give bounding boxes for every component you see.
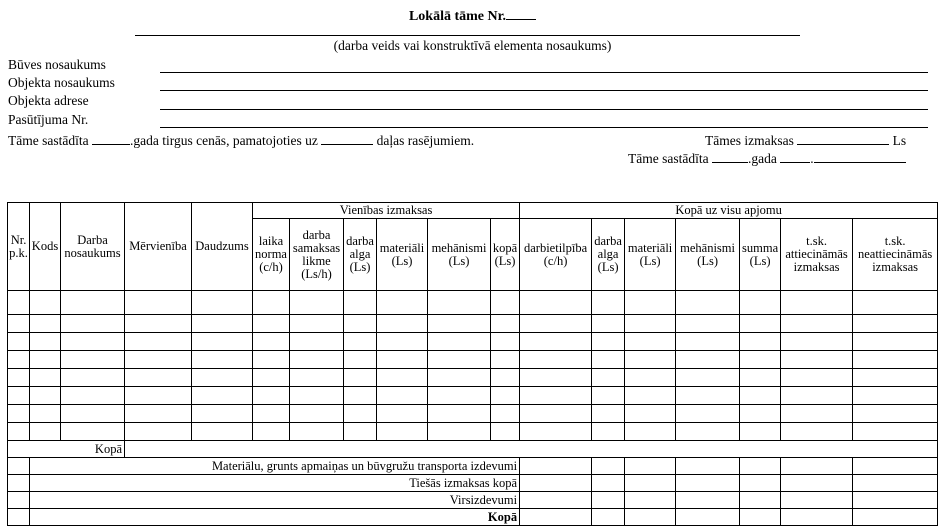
direct-att[interactable]	[781, 475, 853, 492]
table-cell[interactable]	[61, 315, 125, 333]
kopa-row-value[interactable]	[125, 441, 938, 458]
table-cell[interactable]	[428, 405, 491, 423]
date-label: Tāme sastādīta	[628, 151, 709, 166]
table-cell[interactable]	[491, 405, 520, 423]
col-daudzums: Daudzums	[192, 203, 253, 291]
section-blank[interactable]	[321, 132, 373, 145]
table-cell[interactable]	[625, 351, 676, 369]
table-cell[interactable]	[30, 387, 61, 405]
grand-total-row-label: Kopā	[30, 509, 520, 526]
table-cell[interactable]	[290, 405, 344, 423]
col-samaksas-likme: darba samaksas likme (Ls/h)	[290, 219, 344, 291]
table-cell[interactable]	[290, 351, 344, 369]
table-cell[interactable]	[30, 405, 61, 423]
table-cell[interactable]	[290, 333, 344, 351]
table-cell[interactable]	[61, 369, 125, 387]
total-alga[interactable]	[592, 509, 625, 526]
col-summa: summa (Ls)	[740, 219, 781, 291]
table-cell[interactable]	[491, 315, 520, 333]
direct-meh[interactable]	[676, 475, 740, 492]
table-cell[interactable]	[253, 291, 290, 315]
table-cell[interactable]	[520, 315, 592, 333]
table-cell[interactable]	[592, 405, 625, 423]
building-name-label: Būves nosaukums	[8, 57, 106, 72]
table-cell[interactable]	[377, 387, 428, 405]
table-cell[interactable]	[625, 315, 676, 333]
table-cell[interactable]	[625, 423, 676, 441]
table-cell[interactable]	[520, 369, 592, 387]
table-cell[interactable]	[8, 423, 30, 441]
object-name-label: Objekta nosaukums	[8, 75, 115, 90]
table-cell[interactable]	[592, 423, 625, 441]
table-cell[interactable]	[491, 351, 520, 369]
date-day-blank[interactable]	[780, 150, 810, 163]
col-neattiecinamas: t.sk. neattiecināmās izmaksas	[853, 219, 938, 291]
table-cell[interactable]	[428, 387, 491, 405]
table-cell[interactable]	[592, 387, 625, 405]
table-cell[interactable]	[781, 387, 853, 405]
table-cell[interactable]	[740, 423, 781, 441]
table-cell[interactable]	[520, 387, 592, 405]
cost-blank[interactable]	[797, 132, 889, 145]
table-cell[interactable]	[30, 291, 61, 315]
table-cell[interactable]	[377, 351, 428, 369]
building-name-line[interactable]	[160, 72, 928, 73]
kopa-row-label: Kopā	[8, 441, 125, 458]
table-cell[interactable]	[192, 405, 253, 423]
table-cell[interactable]	[781, 333, 853, 351]
date-dot: .	[810, 151, 814, 166]
table-cell[interactable]	[625, 333, 676, 351]
table-cell[interactable]	[676, 369, 740, 387]
table-cell[interactable]	[676, 387, 740, 405]
direct-mat[interactable]	[625, 475, 676, 492]
compiled-date-line	[628, 150, 906, 167]
table-cell[interactable]	[676, 423, 740, 441]
table-row	[8, 387, 938, 405]
table-cell[interactable]	[520, 291, 592, 315]
work-type-caption: (darba veids vai konstruktīvā elementa nosaukums)	[333, 38, 612, 53]
table-cell[interactable]	[344, 423, 377, 441]
date-year-text: .gada	[747, 151, 777, 166]
col-kopa: kopā (Ls)	[491, 219, 520, 291]
col-darba-alga-total: darba alga (Ls)	[592, 219, 625, 291]
table-cell[interactable]	[676, 291, 740, 315]
table-cell[interactable]	[428, 351, 491, 369]
table-cell[interactable]	[781, 405, 853, 423]
group-unit-costs: Vienības izmaksas	[253, 203, 520, 219]
table-cell[interactable]	[8, 315, 30, 333]
object-address-line[interactable]	[160, 109, 928, 110]
table-cell[interactable]	[428, 291, 491, 315]
table-cell[interactable]	[253, 387, 290, 405]
table-cell[interactable]	[377, 333, 428, 351]
total-att[interactable]	[781, 509, 853, 526]
table-cell[interactable]	[520, 351, 592, 369]
total-neatt[interactable]	[853, 509, 938, 526]
table-cell[interactable]	[253, 423, 290, 441]
table-cell[interactable]	[61, 291, 125, 315]
table-cell[interactable]	[520, 405, 592, 423]
table-cell[interactable]	[853, 291, 938, 315]
table-cell[interactable]	[125, 405, 192, 423]
table-row	[8, 333, 938, 351]
table-cell[interactable]	[491, 291, 520, 315]
table-cell[interactable]	[781, 315, 853, 333]
date-month-blank[interactable]	[814, 150, 906, 163]
table-cell[interactable]	[8, 351, 30, 369]
table-cell[interactable]	[290, 315, 344, 333]
table-cell[interactable]	[592, 351, 625, 369]
overhead-alga[interactable]	[592, 492, 625, 509]
overhead-summa[interactable]	[740, 492, 781, 509]
overhead-mat[interactable]	[625, 492, 676, 509]
table-cell[interactable]	[290, 423, 344, 441]
table-cell[interactable]	[253, 333, 290, 351]
col-darba-alga: darba alga (Ls)	[344, 219, 377, 291]
total-summa[interactable]	[740, 509, 781, 526]
table-cell[interactable]	[61, 423, 125, 441]
table-cell[interactable]	[192, 387, 253, 405]
table-cell[interactable]	[781, 351, 853, 369]
estimate-title-text: Lokālā tāme Nr.	[408, 9, 507, 24]
table-cell[interactable]	[253, 369, 290, 387]
col-darba-nosaukums: Darba nosaukums	[61, 203, 125, 291]
table-cell[interactable]	[491, 369, 520, 387]
estimate-table	[7, 202, 938, 526]
col-laika-norma: laika norma (c/h)	[253, 219, 290, 291]
table-cell[interactable]	[8, 387, 30, 405]
table-cell[interactable]	[853, 315, 938, 333]
col-darbietilpiba: darbietilpība (c/h)	[520, 219, 592, 291]
compiled-line	[8, 132, 474, 149]
table-cell[interactable]	[61, 351, 125, 369]
table-cell[interactable]	[740, 291, 781, 315]
table-cell[interactable]	[676, 315, 740, 333]
table-cell[interactable]	[592, 369, 625, 387]
transport-row-label: Materiālu, grunts apmaiņas un būvgružu transporta izdevumi	[30, 458, 520, 475]
table-cell[interactable]	[290, 387, 344, 405]
table-cell[interactable]	[853, 333, 938, 351]
table-cell[interactable]	[30, 315, 61, 333]
table-cell[interactable]	[853, 387, 938, 405]
table-cell[interactable]	[344, 369, 377, 387]
compiled-prefix: Tāme sastādīta	[8, 133, 89, 148]
table-row	[8, 291, 938, 315]
table-row	[8, 315, 938, 333]
overhead-neatt[interactable]	[853, 492, 938, 509]
estimate-title	[0, 6, 945, 25]
table-cell[interactable]	[8, 369, 30, 387]
table-cell[interactable]	[740, 333, 781, 351]
table-cell[interactable]	[125, 351, 192, 369]
table-row	[8, 351, 938, 369]
table-cell[interactable]	[125, 291, 192, 315]
direct-alga[interactable]	[592, 475, 625, 492]
transport-meh[interactable]	[676, 458, 740, 475]
col-materiali-total: materiāli (Ls)	[625, 219, 676, 291]
overhead-value[interactable]	[520, 492, 592, 509]
table-cell[interactable]	[192, 369, 253, 387]
table-cell[interactable]	[30, 333, 61, 351]
table-cell[interactable]	[520, 423, 592, 441]
table-cell[interactable]	[781, 423, 853, 441]
table-cell[interactable]	[377, 369, 428, 387]
table-cell[interactable]	[428, 315, 491, 333]
year-blank[interactable]	[92, 132, 130, 145]
table-cell[interactable]	[781, 369, 853, 387]
col-attiecinamas: t.sk. attiecināmās izmaksas	[781, 219, 853, 291]
table-cell[interactable]	[192, 423, 253, 441]
table-cell[interactable]	[853, 423, 938, 441]
table-cell[interactable]	[520, 333, 592, 351]
table-cell[interactable]	[625, 369, 676, 387]
table-cell[interactable]	[592, 333, 625, 351]
table-cell[interactable]	[192, 333, 253, 351]
table-cell[interactable]	[125, 369, 192, 387]
transport-alga[interactable]	[592, 458, 625, 475]
cost-label: Tāmes izmaksas	[705, 133, 794, 148]
table-cell[interactable]	[344, 315, 377, 333]
date-year-blank[interactable]	[712, 150, 748, 163]
table-cell[interactable]	[740, 369, 781, 387]
order-number-line[interactable]	[160, 127, 928, 128]
table-cell[interactable]	[125, 387, 192, 405]
table-cell[interactable]	[61, 405, 125, 423]
table-cell[interactable]	[125, 315, 192, 333]
table-cell[interactable]	[253, 315, 290, 333]
summary-nr-cell	[8, 475, 30, 492]
table-cell[interactable]	[740, 405, 781, 423]
cost-currency: Ls	[892, 133, 907, 148]
table-cell[interactable]	[740, 351, 781, 369]
compiled-middle: .gada tirgus cenās, pamatojoties uz	[129, 133, 318, 148]
table-cell[interactable]	[192, 351, 253, 369]
estimate-cost-line	[705, 132, 906, 149]
table-cell[interactable]	[428, 423, 491, 441]
table-cell[interactable]	[740, 387, 781, 405]
transport-value[interactable]	[520, 458, 592, 475]
table-cell[interactable]	[192, 291, 253, 315]
table-cell[interactable]	[625, 405, 676, 423]
direct-value[interactable]	[520, 475, 592, 492]
table-cell[interactable]	[491, 423, 520, 441]
table-cell[interactable]	[491, 333, 520, 351]
table-cell[interactable]	[290, 369, 344, 387]
table-cell[interactable]	[781, 291, 853, 315]
table-cell[interactable]	[377, 291, 428, 315]
order-number-label: Pasūtījuma Nr.	[8, 112, 89, 127]
object-name-line[interactable]	[160, 90, 928, 91]
table-cell[interactable]	[253, 351, 290, 369]
table-cell[interactable]	[61, 387, 125, 405]
table-cell[interactable]	[592, 291, 625, 315]
table-cell[interactable]	[192, 315, 253, 333]
table-cell[interactable]	[377, 315, 428, 333]
object-address-label: Objekta adrese	[8, 93, 89, 108]
table-cell[interactable]	[676, 351, 740, 369]
summary-nr-cell	[8, 492, 30, 509]
col-mehanismi-total: mehānismi (Ls)	[676, 219, 740, 291]
table-cell[interactable]	[344, 405, 377, 423]
table-cell[interactable]	[428, 333, 491, 351]
col-materiali: materiāli (Ls)	[377, 219, 428, 291]
table-cell[interactable]	[30, 369, 61, 387]
transport-neatt[interactable]	[853, 458, 938, 475]
total-mat[interactable]	[625, 509, 676, 526]
table-cell[interactable]	[125, 423, 192, 441]
overhead-meh[interactable]	[676, 492, 740, 509]
table-cell[interactable]	[428, 369, 491, 387]
compiled-suffix: daļas rasējumiem.	[376, 133, 475, 148]
table-cell[interactable]	[491, 387, 520, 405]
table-cell[interactable]	[8, 333, 30, 351]
table-cell[interactable]	[290, 291, 344, 315]
table-cell[interactable]	[740, 315, 781, 333]
table-cell[interactable]	[853, 369, 938, 387]
col-nr: Nr. p.k.	[8, 203, 30, 291]
table-cell[interactable]	[30, 423, 61, 441]
table-cell[interactable]	[61, 333, 125, 351]
table-cell[interactable]	[344, 387, 377, 405]
estimate-number-blank[interactable]	[506, 6, 536, 20]
col-mervieniba: Mērvienība	[125, 203, 192, 291]
table-row	[8, 369, 938, 387]
summary-nr-cell	[8, 509, 30, 526]
table-cell[interactable]	[8, 405, 30, 423]
table-cell[interactable]	[344, 333, 377, 351]
table-cell[interactable]	[125, 333, 192, 351]
table-cell[interactable]	[592, 315, 625, 333]
table-cell[interactable]	[344, 351, 377, 369]
group-total-volume: Kopā uz visu apjomu	[520, 203, 938, 219]
table-row	[8, 405, 938, 423]
table-cell[interactable]	[625, 387, 676, 405]
summary-nr-cell	[8, 458, 30, 475]
direct-neatt[interactable]	[853, 475, 938, 492]
direct-costs-row-label: Tiešās izmaksas kopā	[30, 475, 520, 492]
transport-att[interactable]	[781, 458, 853, 475]
work-type-line[interactable]	[135, 35, 800, 36]
overhead-att[interactable]	[781, 492, 853, 509]
total-meh[interactable]	[676, 509, 740, 526]
table-cell[interactable]	[344, 291, 377, 315]
table-cell[interactable]	[8, 291, 30, 315]
table-cell[interactable]	[853, 405, 938, 423]
table-cell[interactable]	[853, 351, 938, 369]
direct-summa[interactable]	[740, 475, 781, 492]
table-cell[interactable]	[676, 405, 740, 423]
table-cell[interactable]	[625, 291, 676, 315]
table-cell[interactable]	[377, 405, 428, 423]
table-cell[interactable]	[253, 405, 290, 423]
table-cell[interactable]	[377, 423, 428, 441]
transport-mat[interactable]	[625, 458, 676, 475]
total-value[interactable]	[520, 509, 592, 526]
col-kods: Kods	[30, 203, 61, 291]
transport-summa[interactable]	[740, 458, 781, 475]
table-cell[interactable]	[30, 351, 61, 369]
overhead-row-label: Virsizdevumi	[30, 492, 520, 509]
col-mehanismi: mehānismi (Ls)	[428, 219, 491, 291]
table-row	[8, 423, 938, 441]
table-cell[interactable]	[676, 333, 740, 351]
